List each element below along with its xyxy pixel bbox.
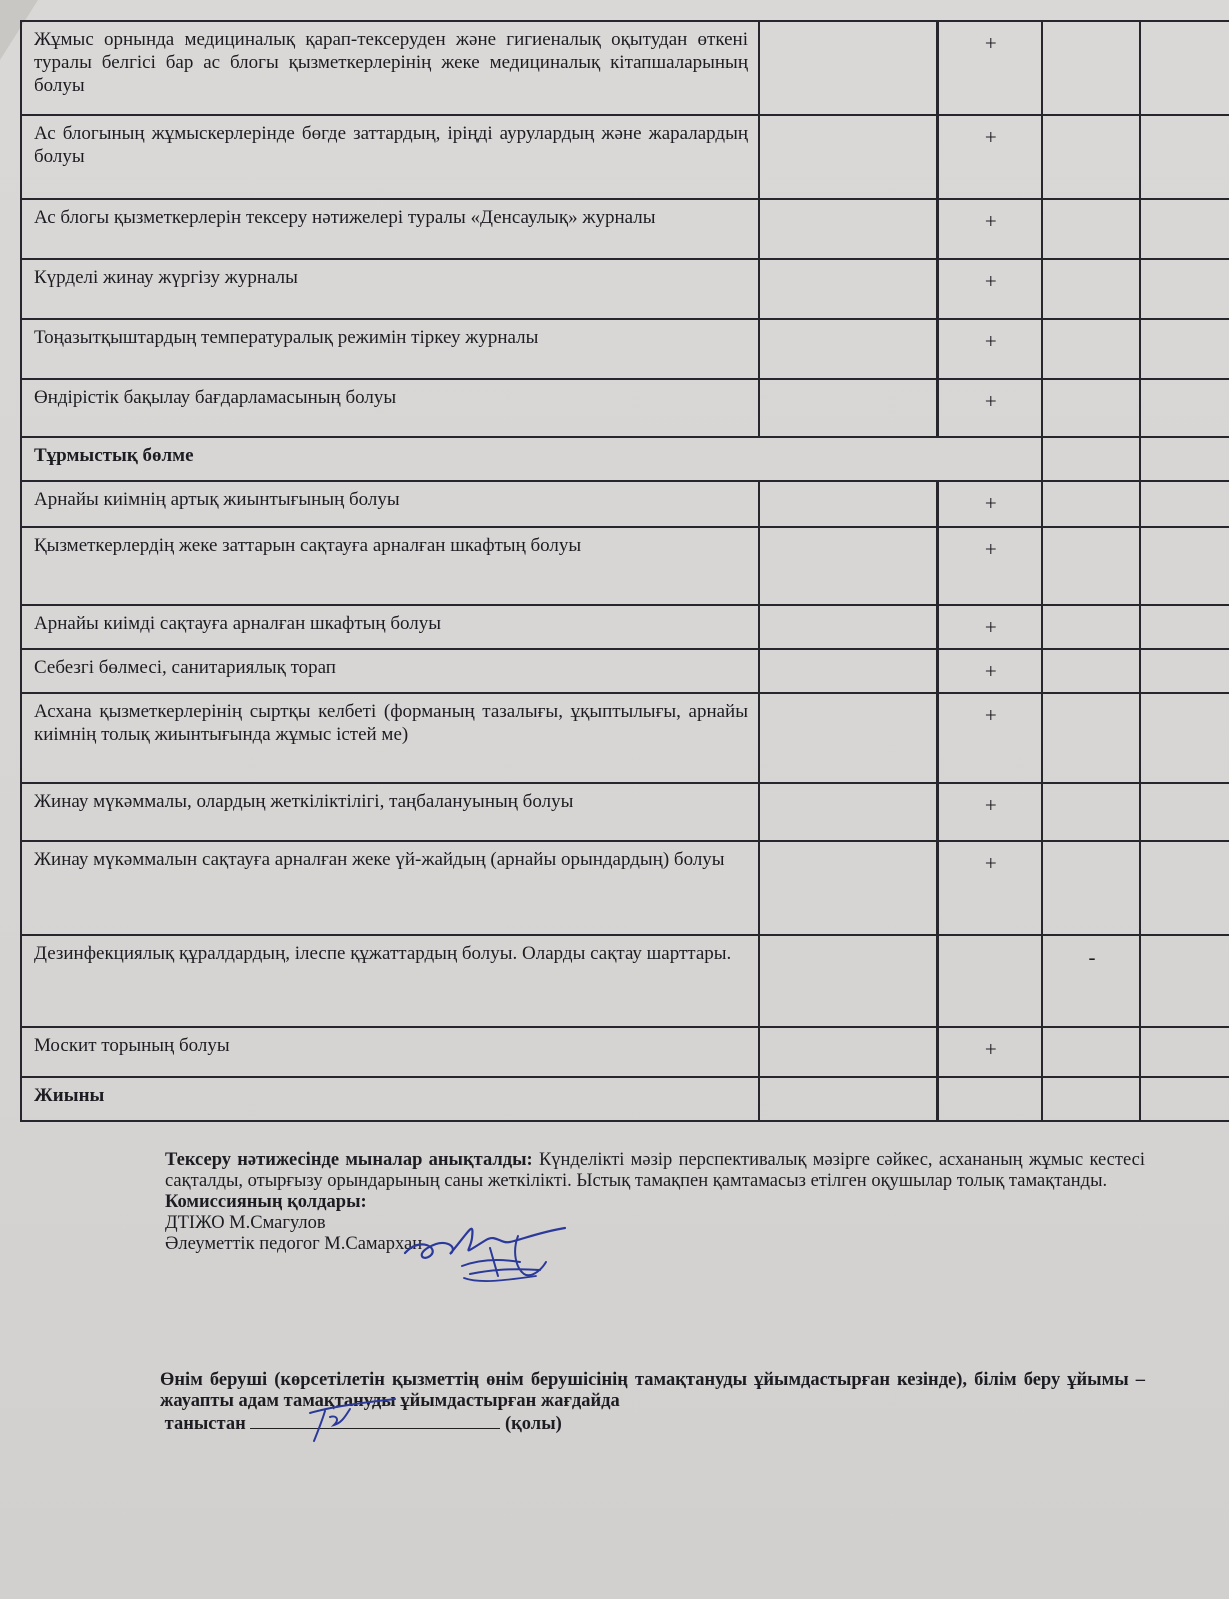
- criterion-cell: Жұмыс орнында медициналық қарап-тексеруден және гигиеналық оқытудан өткені туралы белгісі бар ас блогы қызметкерлерінің жеке медициналық кітапшаларының болуы: [21, 21, 759, 115]
- yes-mark: +: [937, 841, 1042, 935]
- supplier-signature: [270, 1395, 400, 1445]
- criterion-cell: Қызметкерлердің жеке заттарын сақтауға арналған шкафтың болуы: [21, 527, 759, 605]
- empty-cell: [1140, 437, 1229, 481]
- yes-mark: +: [937, 783, 1042, 841]
- yes-mark: +: [937, 199, 1042, 259]
- criterion-cell: Ас блогы қызметкерлерін тексеру нәтижелері туралы «Денсаулық» журналы: [21, 199, 759, 259]
- no-mark: [1042, 21, 1140, 115]
- empty-cell: [1140, 199, 1229, 259]
- no-mark: [1042, 693, 1140, 783]
- empty-cell: [1140, 1027, 1229, 1077]
- table-row: [21, 649, 1229, 693]
- criterion-cell: Арнайы киімнің артық жиынтығының болуы: [21, 481, 759, 527]
- empty-cell: [759, 693, 937, 783]
- acquainted-line: таныстан (қолы): [164, 1414, 562, 1434]
- empty-cell: [1140, 841, 1229, 935]
- table-row: [21, 605, 1229, 649]
- criterion-cell: Жинау мүкәммалы, олардың жеткіліктілігі, таңбалануының болуы: [21, 783, 759, 841]
- table-row: [21, 841, 1229, 935]
- empty-cell: [759, 115, 937, 199]
- commission-signature: [400, 1218, 570, 1298]
- empty-cell: [759, 1077, 937, 1121]
- empty-cell: [759, 21, 937, 115]
- criterion-cell: Москит торының болуы: [21, 1027, 759, 1077]
- yes-mark: +: [937, 115, 1042, 199]
- no-mark: [1042, 379, 1140, 437]
- empty-cell: [1042, 1077, 1140, 1121]
- table-row: [21, 199, 1229, 259]
- no-mark: [1042, 115, 1140, 199]
- empty-cell: [1140, 693, 1229, 783]
- no-mark: [1042, 841, 1140, 935]
- empty-cell: [1140, 783, 1229, 841]
- yes-mark: +: [937, 21, 1042, 115]
- empty-cell: [759, 527, 937, 605]
- footer-text: Өнім беруші (көрсетілетін қызметтің өнім берушісінің тамақтануды ұйымдастырған кезінде), білім беру ұйымы – жауапты адам тамақтануды ұйымдастырған жағдайда: [160, 1370, 1145, 1411]
- criterion-cell: Жинау мүкәммалын сақтауға арналған жеке үй-жайдың (арнайы орындардың) болуы: [21, 841, 759, 935]
- no-mark: [1042, 481, 1140, 527]
- empty-cell: [1042, 437, 1140, 481]
- empty-cell: [759, 605, 937, 649]
- no-mark: [1042, 1027, 1140, 1077]
- section-title: Тұрмыстық бөлме: [21, 437, 1042, 481]
- no-mark: [1042, 199, 1140, 259]
- summary-lead: Тексеру нәтижесінде мыналар анықталды:: [165, 1150, 533, 1170]
- yes-mark: +: [937, 649, 1042, 693]
- yes-mark: [937, 935, 1042, 1027]
- table-row: [21, 693, 1229, 783]
- table-row: [21, 481, 1229, 527]
- table-row: [21, 259, 1229, 319]
- empty-cell: [759, 199, 937, 259]
- empty-cell: [759, 259, 937, 319]
- total-label: Жиыны: [21, 1077, 759, 1121]
- criterion-cell: Асхана қызметкерлерінің сыртқы келбеті (форманың тазалығы, ұқыптылығы, арнайы киімнің толық жиынтығында жұмыс істей ме): [21, 693, 759, 783]
- commission-member: ДТІЖО М.Смагулов: [165, 1213, 326, 1233]
- empty-cell: [1140, 649, 1229, 693]
- criterion-cell: Күрделі жинау жүргізу журналы: [21, 259, 759, 319]
- empty-cell: [759, 481, 937, 527]
- table-row: [21, 21, 1229, 115]
- empty-cell: [759, 319, 937, 379]
- yes-mark: +: [937, 319, 1042, 379]
- empty-cell: [1140, 21, 1229, 115]
- empty-cell: [759, 379, 937, 437]
- table-row: [21, 1027, 1229, 1077]
- table-row: [21, 319, 1229, 379]
- checklist-table: [20, 20, 1229, 1122]
- empty-cell: [1140, 481, 1229, 527]
- summary-text: Күнделікті мәзір перспективалық мәзірге сәйкес, асхананың жұмыс кестесі сақталды, отырғызу орындарының саны жеткілікті. Ыстық тамақпен қамтамасыз етілген оқушылар толық тамақтанды.: [165, 1150, 1145, 1191]
- table-row: [21, 379, 1229, 437]
- table-row: [21, 935, 1229, 1027]
- empty-cell: [1140, 527, 1229, 605]
- no-mark: [1042, 649, 1140, 693]
- section-row: [21, 437, 1229, 481]
- criterion-cell: Дезинфекциялық құралдардың, ілеспе құжаттардың болуы. Оларды сақтау шарттары.: [21, 935, 759, 1027]
- empty-cell: [1140, 259, 1229, 319]
- empty-cell: [1140, 1077, 1229, 1121]
- empty-cell: [1140, 319, 1229, 379]
- commission-member: Әлеуметтік педогог М.Самархан: [165, 1234, 423, 1254]
- yes-mark: +: [937, 379, 1042, 437]
- criterion-cell: Себезгі бөлмесі, санитариялық торап: [21, 649, 759, 693]
- table-row: [21, 115, 1229, 199]
- criterion-cell: Өндірістік бақылау бағдарламасының болуы: [21, 379, 759, 437]
- empty-cell: [759, 783, 937, 841]
- no-mark: [1042, 319, 1140, 379]
- yes-mark: +: [937, 1027, 1042, 1077]
- criterion-cell: Тоңазытқыштардың температуралық режимін тіркеу журналы: [21, 319, 759, 379]
- summary-paragraph: [165, 1150, 1145, 1192]
- commission-label: Комиссияның қолдары:: [165, 1192, 367, 1212]
- table-row: [21, 527, 1229, 605]
- empty-cell: [759, 841, 937, 935]
- no-mark: [1042, 527, 1140, 605]
- no-mark: [1042, 783, 1140, 841]
- empty-cell: [1140, 379, 1229, 437]
- no-mark: [1042, 259, 1140, 319]
- table-row: [21, 783, 1229, 841]
- yes-mark: +: [937, 527, 1042, 605]
- yes-mark: +: [937, 693, 1042, 783]
- empty-cell: [759, 935, 937, 1027]
- criterion-cell: Арнайы киімді сақтауға арналған шкафтың болуы: [21, 605, 759, 649]
- inspection-summary: [165, 1150, 1145, 1255]
- yes-mark: +: [937, 605, 1042, 649]
- yes-mark: +: [937, 481, 1042, 527]
- empty-cell: [937, 1077, 1042, 1121]
- yes-mark: +: [937, 259, 1042, 319]
- empty-cell: [759, 1027, 937, 1077]
- no-mark: [1042, 605, 1140, 649]
- criterion-cell: Ас блогының жұмыскерлерінде бөгде заттардың, іріңді аурулардың және жаралардың болуы: [21, 115, 759, 199]
- total-row: [21, 1077, 1229, 1121]
- empty-cell: [1140, 605, 1229, 649]
- no-mark: -: [1042, 935, 1140, 1027]
- empty-cell: [759, 649, 937, 693]
- empty-cell: [1140, 935, 1229, 1027]
- empty-cell: [1140, 115, 1229, 199]
